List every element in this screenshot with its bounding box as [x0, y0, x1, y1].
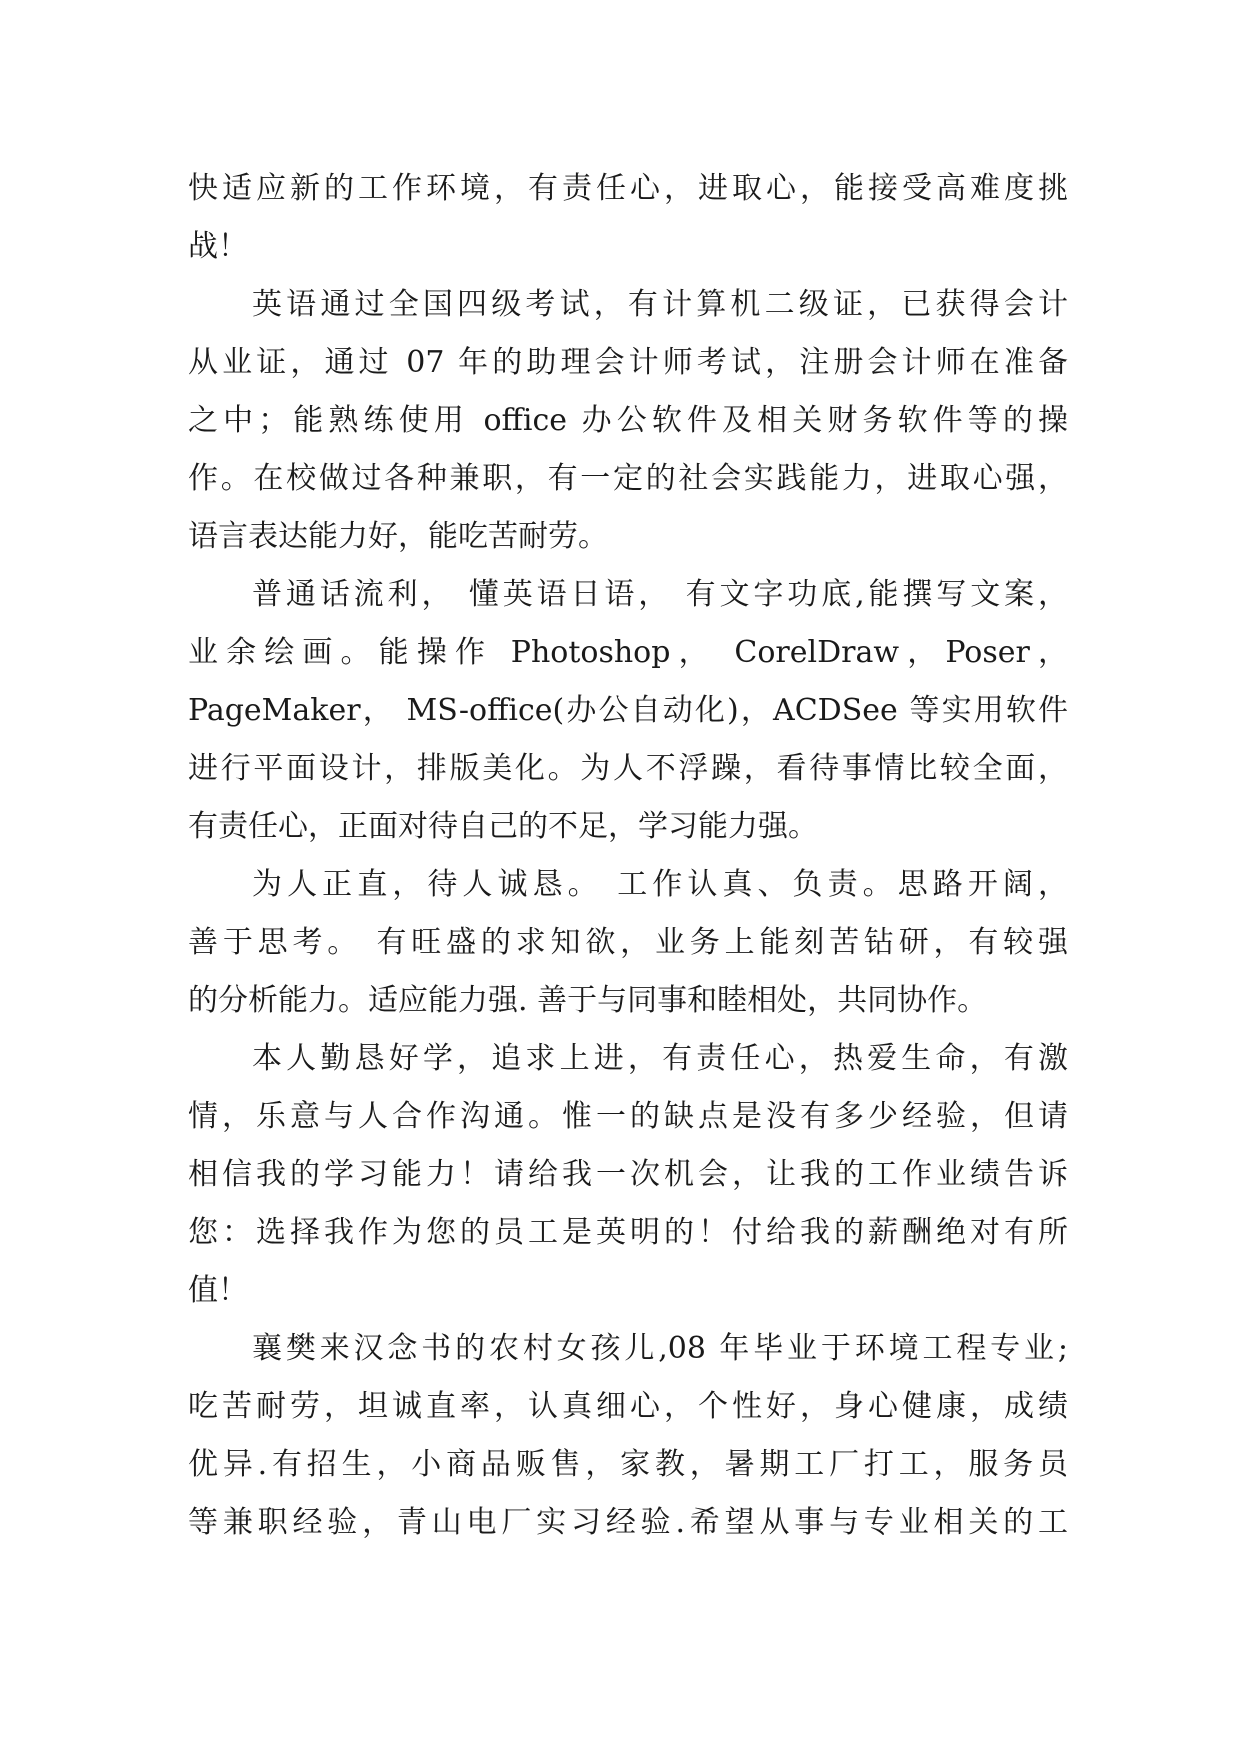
text-line: 等兼职经验，青山电厂实习经验.希望从事与专业相关的工 [188, 1505, 1068, 1540]
text-line: 快适应新的工作环境，有责任心，进取心，能接受高难度挑 [188, 171, 1068, 206]
text-line: 业余绘画。能操作 Photoshop， CorelDraw，Poser， [188, 635, 1068, 670]
text-line: 作。在校做过各种兼职，有一定的社会实践能力，进取心强， [188, 461, 1068, 496]
paragraph-first-line: 普通话流利， 懂英语日语， 有文字功底,能撰写文案， [252, 577, 1068, 612]
text-line: 战！ [188, 229, 248, 264]
text-line: 从业证，通过 07 年的助理会计师考试，注册会计师在准备 [188, 345, 1068, 380]
paragraph-first-line: 为人正直，待人诚恳。 工作认真、负责。思路开阔， [252, 867, 1068, 902]
text-line: PageMaker， MS-office(办公自动化)，ACDSee 等实用软件 [188, 693, 1068, 728]
text-line: 有责任心，正面对待自己的不足，学习能力强。 [188, 809, 818, 844]
paragraph-first-line: 英语通过全国四级考试，有计算机二级证，已获得会计 [252, 287, 1068, 322]
text-line: 相信我的学习能力！请给我一次机会，让我的工作业绩告诉 [188, 1157, 1068, 1192]
text-line: 的分析能力。适应能力强. 善于与同事和睦相处，共同协作。 [188, 983, 988, 1018]
text-line: 善于思考。 有旺盛的求知欲，业务上能刻苦钻研，有较强 [188, 925, 1068, 960]
document-body [188, 160, 1068, 1552]
paragraph-first-line: 襄樊来汉念书的农村女孩儿,08 年毕业于环境工程专业; [252, 1331, 1068, 1366]
text-line: 吃苦耐劳，坦诚直率，认真细心，个性好，身心健康，成绩 [188, 1389, 1068, 1424]
paragraph-first-line: 本人勤恳好学，追求上进，有责任心，热爱生命，有激 [252, 1041, 1068, 1076]
text-line: 进行平面设计，排版美化。为人不浮躁，看待事情比较全面， [188, 751, 1068, 786]
text-line: 值！ [188, 1273, 248, 1308]
text-line: 之中；能熟练使用 office 办公软件及相关财务软件等的操 [188, 403, 1068, 438]
text-line: 优异.有招生，小商品贩售，家教，暑期工厂打工，服务员 [188, 1447, 1068, 1482]
text-line: 语言表达能力好，能吃苦耐劳。 [188, 519, 608, 554]
text-line: 您：选择我作为您的员工是英明的！付给我的薪酬绝对有所 [188, 1215, 1068, 1250]
text-line: 情，乐意与人合作沟通。惟一的缺点是没有多少经验，但请 [188, 1099, 1068, 1134]
